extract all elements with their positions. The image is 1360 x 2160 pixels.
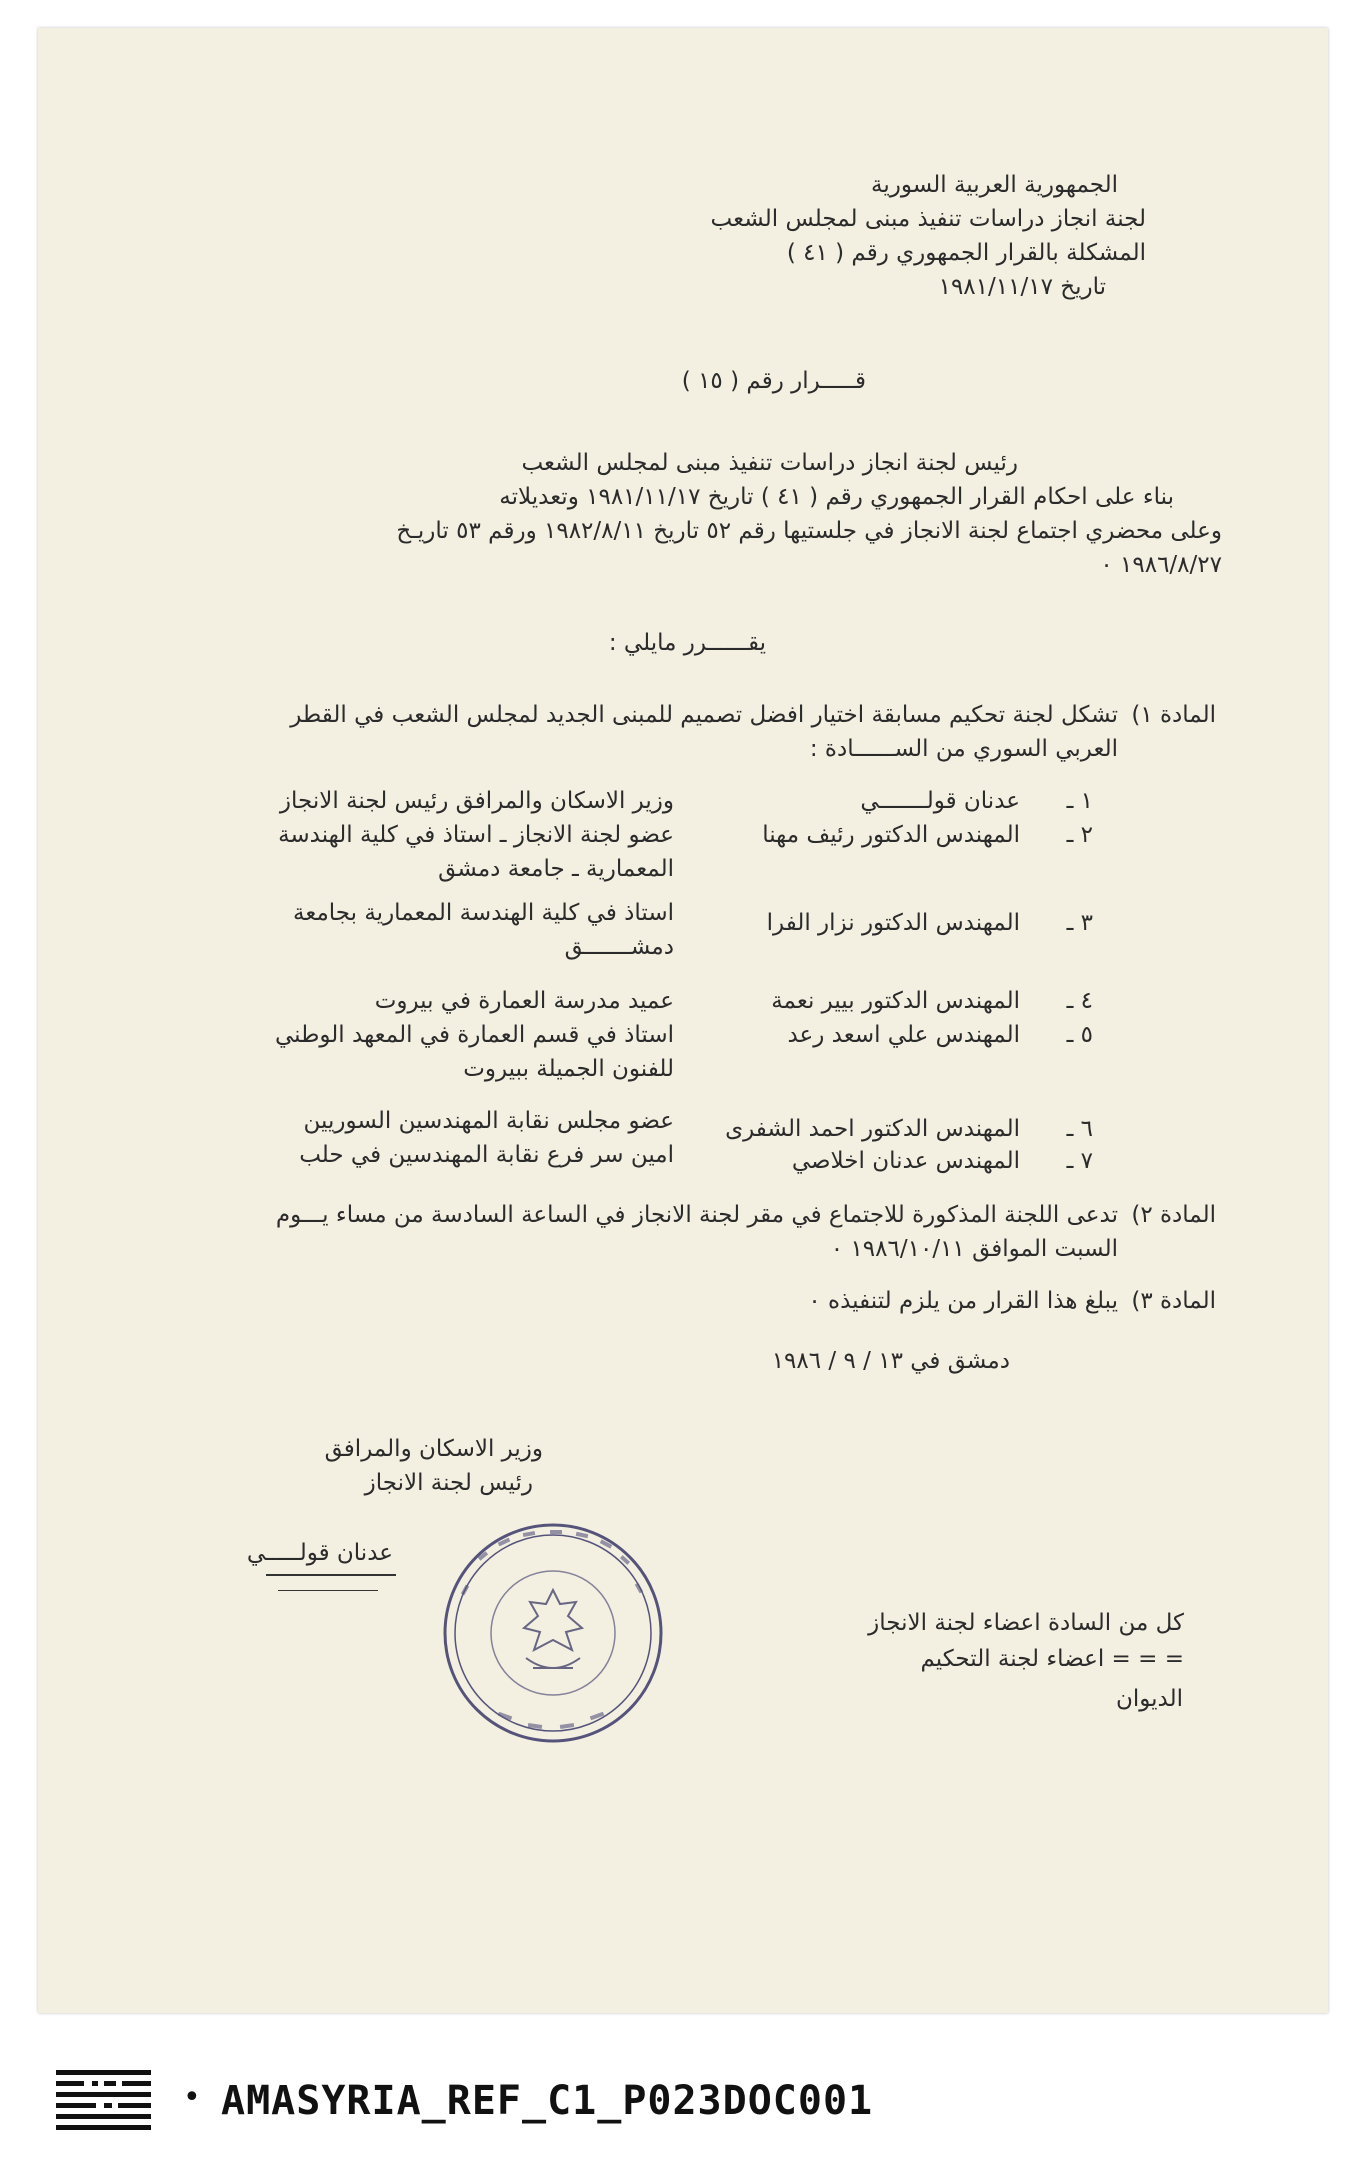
signature-title-2: رئيس لجنة الانجاز [364, 1470, 533, 1496]
article-1-text-1: تشكل لجنة تحكيم مسابقة اختيار افضل تصميم للمبنى الجديد لمجلس الشعب في القطر [290, 702, 1118, 728]
decision-title: قـــــرار رقم ( ١٥ ) [681, 368, 866, 394]
article-1-label: المادة ١) [1131, 702, 1216, 728]
member-name: المهندس عدنان اخلاصي [791, 1148, 1020, 1174]
article-2-text-2: السبت الموافق ١٩٨٦/١٠/١١ ٠ [830, 1236, 1118, 1262]
decision-basis-3: ١٩٨٦/٨/٢٧ ٠ [1100, 552, 1222, 578]
article-3-text: يبلغ هذا القرار من يلزم لتنفيذه ٠ [808, 1288, 1118, 1314]
signature-underline [278, 1590, 378, 1591]
member-number: ٤ ـ [1066, 988, 1093, 1014]
member-role: استاذ في قسم العمارة في المعهد الوطني [275, 1022, 674, 1048]
issue-date: دمشق في ١٣ / ٩ / ١٩٨٦ [771, 1348, 1010, 1374]
member-number: ٢ ـ [1066, 822, 1093, 848]
article-3-label: المادة ٣) [1131, 1288, 1216, 1314]
member-role: استاذ في كلية الهندسة المعمارية بجامعة [293, 900, 674, 926]
footer-bullet-icon: • [183, 2080, 201, 2115]
distribution-line-2: = = = اعضاء لجنة التحكيم [920, 1646, 1184, 1672]
signature-title-1: وزير الاسكان والمرافق [324, 1436, 543, 1462]
member-role-cont: المعمارية ـ جامعة دمشق [438, 856, 674, 882]
member-number: ٦ ـ [1066, 1116, 1093, 1142]
member-number: ٧ ـ [1066, 1148, 1093, 1174]
header-line-decree: المشكلة بالقرار الجمهوري رقم ( ٤١ ) [786, 240, 1146, 266]
member-name: عدنان قولـــــــي [860, 788, 1020, 814]
member-name: المهندس الدكتور احمد الشفرى [725, 1116, 1020, 1142]
article-2-label: المادة ٢) [1131, 1202, 1216, 1228]
header-line-republic: الجمهورية العربية السورية [871, 172, 1118, 198]
distribution-line-3: الديوان [1115, 1686, 1183, 1712]
member-role: عميد مدرسة العمارة في بيروت [374, 988, 674, 1014]
distribution-line-1: كل من السادة اعضاء لجنة الانجاز [868, 1610, 1184, 1636]
member-name: المهندس الدكتور بيير نعمة [771, 988, 1020, 1014]
member-role: عضو لجنة الانجاز ـ استاذ في كلية الهندسة [278, 822, 674, 848]
header-line-committee: لجنة انجاز دراسات تنفيذ مبنى لمجلس الشعب [710, 206, 1146, 232]
member-number: ١ ـ [1066, 788, 1093, 814]
decision-basis-1: بناء على احكام القرار الجمهوري رقم ( ٤١ ) تاريخ ١٩٨١/١١/١٧ وتعديلاته [499, 484, 1174, 510]
signature-underline [266, 1574, 396, 1576]
member-role: وزير الاسكان والمرافق رئيس لجنة الانجاز [279, 788, 674, 814]
document-page [38, 28, 1328, 2013]
member-role-cont: دمشـــــــق [564, 934, 674, 960]
official-seal [438, 1518, 668, 1748]
decision-decides: يقــــــرر مايلي : [608, 630, 766, 656]
article-1-text-2: العربي السوري من الســــــادة : [809, 736, 1118, 762]
decision-basis-2: وعلى محضري اجتماع لجنة الانجاز في جلستيها رقم ٥٢ تاريخ ١٩٨٢/٨/١١ ورقم ٥٣ تاريـخ [396, 518, 1222, 544]
article-2-text-1: تدعى اللجنة المذكورة للاجتماع في مقر لجنة الانجاز في الساعة السادسة من مساء يـــوم [275, 1202, 1118, 1228]
archive-footer [56, 2070, 1256, 2130]
archive-reference-code: AMASYRIA_REF_C1_P023DOC001 [221, 2078, 874, 2124]
archive-logo-icon [56, 2070, 151, 2130]
header-line-date: تاريخ ١٩٨١/١١/١٧ [938, 274, 1106, 300]
member-role-cont: للفنون الجميلة ببيروت [463, 1056, 674, 1082]
member-role: عضو مجلس نقابة المهندسين السوريين [303, 1108, 674, 1134]
member-number: ٣ ـ [1066, 910, 1093, 936]
member-name: المهندس علي اسعد رعد [787, 1022, 1020, 1048]
signature-name: عدنان قولـــــي [246, 1540, 393, 1566]
decision-issuer: رئيس لجنة انجاز دراسات تنفيذ مبنى لمجلس الشعب [521, 450, 1018, 476]
member-number: ٥ ـ [1066, 1022, 1093, 1048]
member-name: المهندس الدكتور رئيف مهنا [762, 822, 1020, 848]
member-role: امين سر فرع نقابة المهندسين في حلب [299, 1142, 674, 1168]
member-name: المهندس الدكتور نزار الفرا [766, 910, 1020, 936]
